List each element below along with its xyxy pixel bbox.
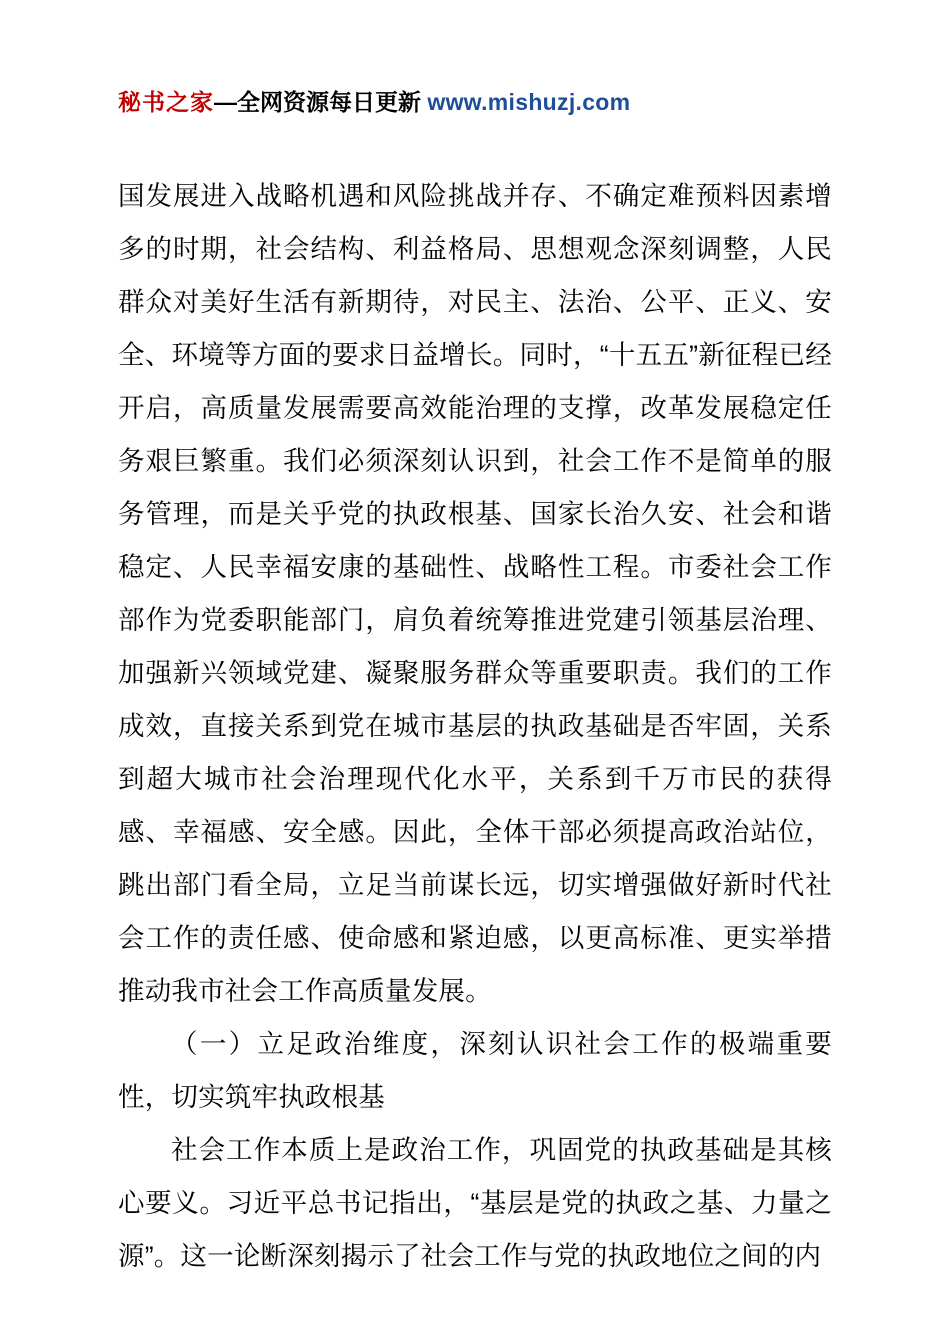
paragraph-2-heading: （一）立足政治维度，深刻认识社会工作的极端重要性，切实筑牢执政根基 [118,1028,832,1112]
site-watermark-header [118,0,832,118]
paragraph-1: 国发展进入战略机遇和风险挑战并存、不确定难预料因素增多的时期，社会结构、利益格局、思想观念深刻调整，人民群众对美好生活有新期待，对民主、法治、公平、正义、安全、环境等方面的要求日益增长。同时，“十五五”新征程已经开启，高质量发展需要高效能治理的支撑，改革发展稳定任务艰巨繁重。我们必须深刻认识到，社会工作不是简单的服务管理，而是关乎党的执政根基、国家长治久安、社会和谐稳定、人民幸福安康的基础性、战略性工程。市委社会工作部作为党委职能部门，肩负着统筹推进党建引领基层治理、加强新兴领域党建、凝聚服务群众等重要职责。我们的工作成效，直接关系到党在城市基层的执政基础是否牢固，关系到超大城市社会治理现代化水平，关系到千万市民的获得感、幸福感、安全感。因此，全体干部必须提高政治站位，跳出部门看全局，立足当前谋长远，切实增强做好新时代社会工作的责任感、使命感和紧迫感，以更高标准、更实举措推动我市社会工作高质量发展。 [118,180,832,1006]
site-brand-name: 秘书之家 [118,89,214,115]
site-url[interactable]: www.mishuzj.com [427,89,631,115]
document-body [118,170,832,1283]
site-tagline: —全网资源每日更新 [214,89,428,115]
paragraph-3: 社会工作本质上是政治工作，巩固党的执政基础是其核心要义。习近平总书记指出，“基层是党的执政之基、力量之源”。这一论断深刻揭示了社会工作与党的执政地位之间的内 [118,1134,832,1271]
